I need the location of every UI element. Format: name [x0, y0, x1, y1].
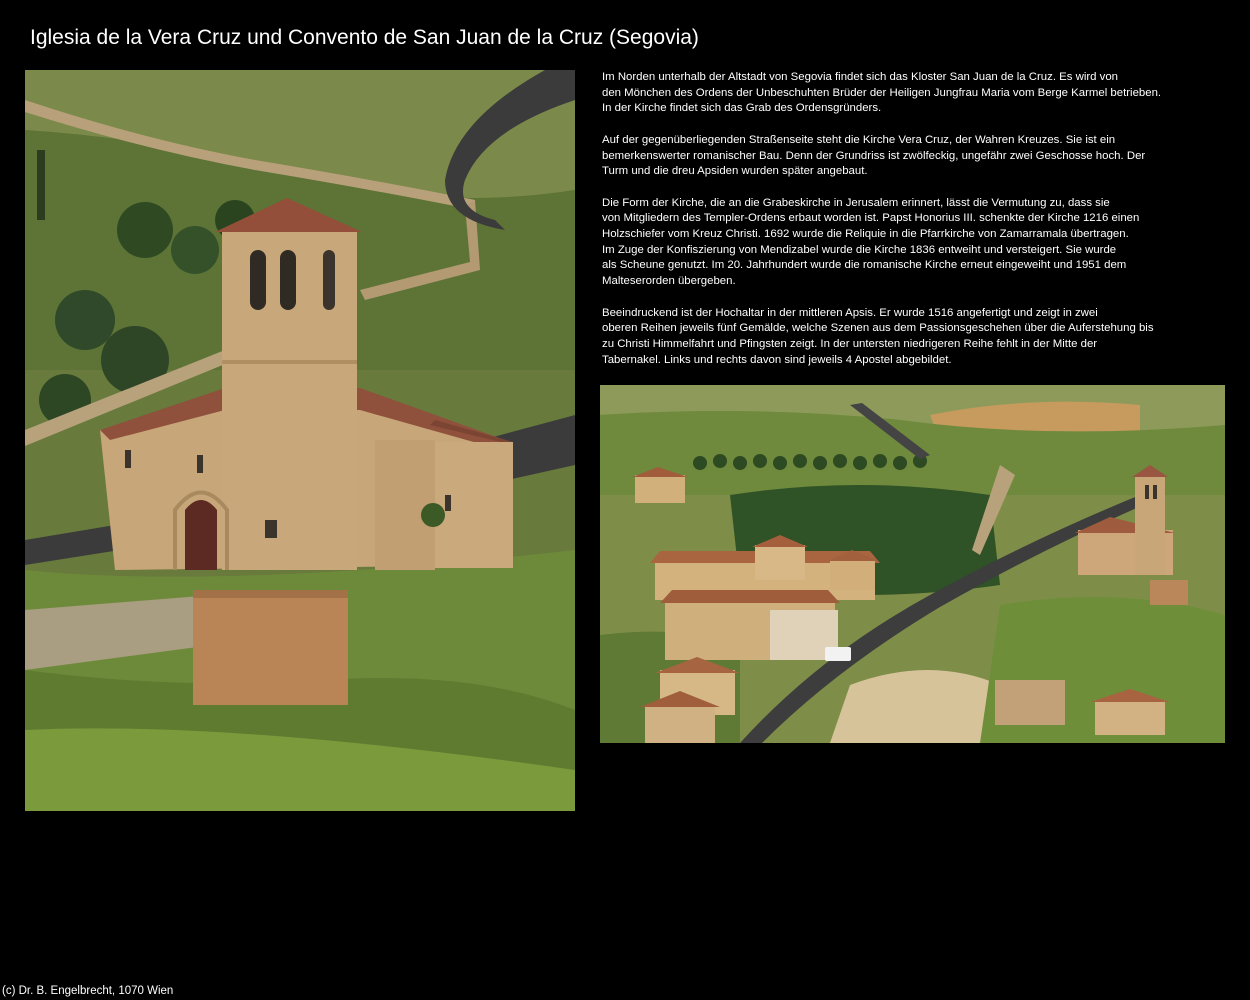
convent-photo[interactable]	[600, 385, 1225, 743]
church-illustration	[25, 70, 575, 811]
paragraph-2	[602, 133, 1222, 180]
text-line: bemerkenswerter romanischer Bau. Denn der Grundriss ist zwölfeckig, ungefähr zwei Geschosse hoch. Der	[602, 149, 1146, 162]
text-line: oberen Reihen jeweils fünf Gemälde, welche Szenen aus dem Passionsgeschehen über die Auferstehung bis	[602, 322, 1154, 335]
text-line: zu Christi Himmelfahrt und Pfingsten zeigt. In der untersten niedrigeren Reihe fehlt in der Mitte der	[602, 337, 1098, 350]
church-photo[interactable]	[25, 70, 575, 811]
description-text	[602, 70, 1222, 384]
text-line: Holzschiefer vom Kreuz Christi. 1692 wurde die Reliquie in die Pfarrkirche von Zamarramala übertragen.	[602, 228, 1129, 240]
text-line: In der Kirche findet sich das Grab des Ordensgründers.	[602, 102, 882, 115]
paragraph-3	[602, 196, 1222, 290]
copyright-footer: (c) Dr. B. Engelbrecht, 1070 Wien	[2, 985, 174, 997]
text-line: Beeindruckend ist der Hochaltar in der mittleren Apsis. Er wurde 1516 angefertigt und zeigt in zwei	[602, 306, 1098, 319]
text-line: Tabernakel. Links und rechts davon sind jeweils 4 Apostel abgebildet.	[602, 353, 952, 366]
text-line: Turm und die dreu Apsiden wurden später angebaut.	[602, 165, 868, 178]
text-line: als Scheune genutzt. Im 20. Jahrhundert wurde die romanische Kirche erneut eingeweiht und 1951 dem	[602, 259, 1127, 272]
paragraph-1	[602, 70, 1222, 117]
text-line: von Mitgliedern des Templer-Ordens erbaut worden ist. Papst Honorius III. schenkte der Kirche 1216 einen	[602, 212, 1140, 225]
convent-illustration	[600, 385, 1225, 743]
text-line: Malteserorden übergeben.	[602, 275, 736, 288]
page-title: Iglesia de la Vera Cruz und Convento de San Juan de la Cruz (Segovia)	[30, 26, 699, 49]
text-line: Im Norden unterhalb der Altstadt von Segovia findet sich das Kloster San Juan de la Cruz. Es wird von	[602, 71, 1119, 83]
text-line: Die Form der Kirche, die an die Grabeskirche in Jerusalem erinnert, lässt die Vermutung zu, dass sie	[602, 196, 1110, 209]
text-line: den Mönchen des Ordens der Unbeschuhten Brüder der Heiligen Jungfrau Maria vom Berge Karmel betrieben.	[602, 86, 1162, 99]
text-line: Auf der gegenüberliegenden Straßenseite steht die Kirche Vera Cruz, der Wahren Kreuzes. Sie ist ein	[602, 133, 1116, 146]
paragraph-4	[602, 306, 1222, 369]
text-line: Im Zuge der Konfiszierung von Mendizabel wurde die Kirche 1836 entweiht und versteigert. Sie wurde	[602, 243, 1117, 256]
